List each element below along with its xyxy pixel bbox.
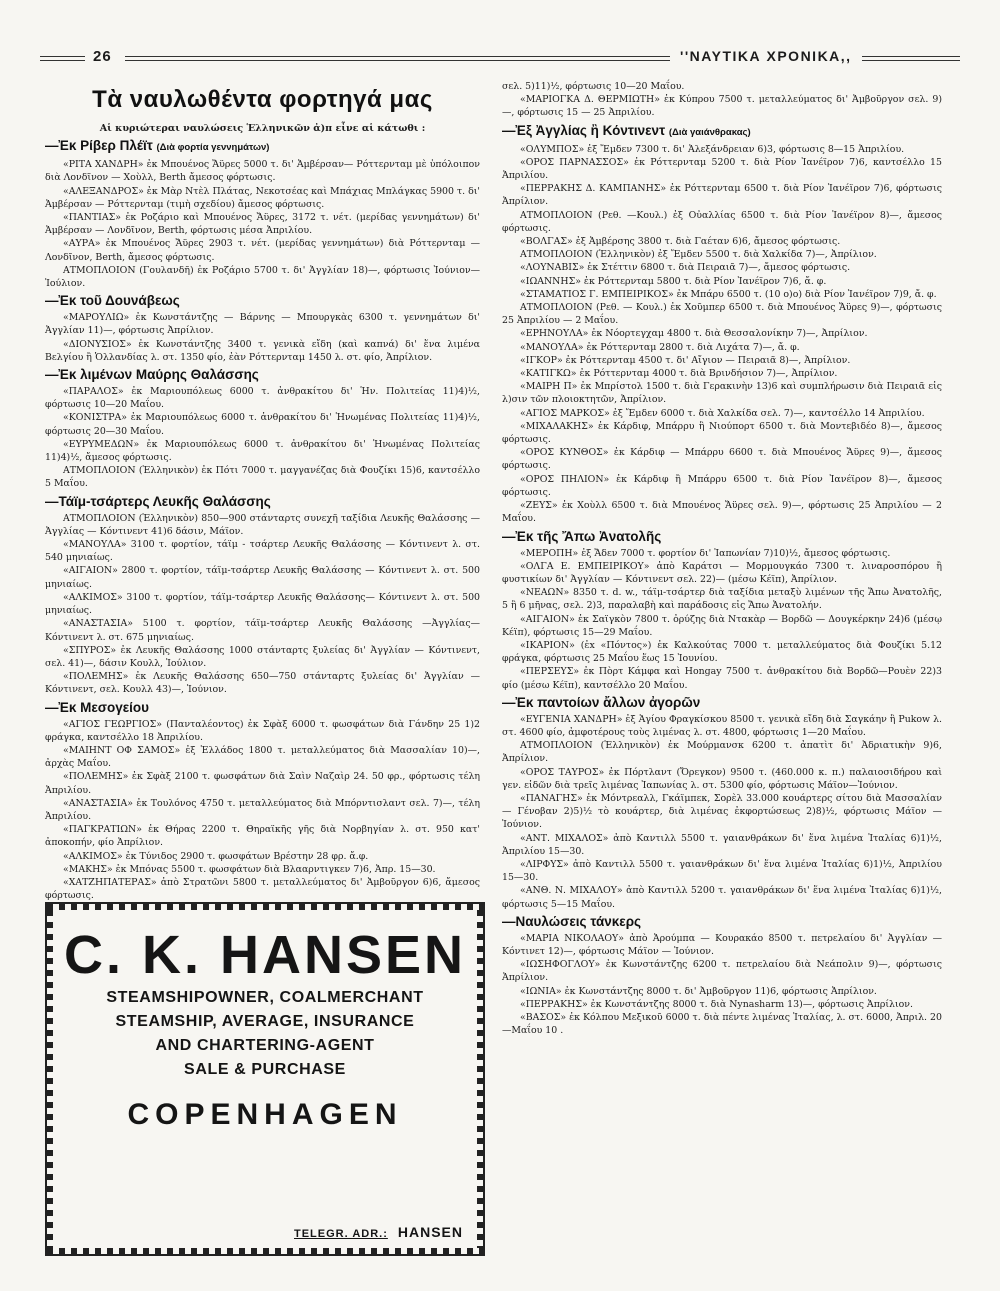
charter-entry: «ΜΙΧΑΛΑΚΗΣ» ἐκ Κάρδιφ, Μπάρρυ ἢ Νιούπορτ 6500 τ. διὰ Μοντεβιδέο 8)—, ἄμεσος φόρτωσις. — [502, 420, 942, 446]
section-heading-text: —Ἐκ παντοίων ἄλλων ἀγορῶν — [502, 694, 701, 710]
section-heading — [502, 694, 942, 712]
header-rule-left-2 — [40, 60, 85, 61]
charter-entry: ΑΤΜΟΠΛΟΙΟΝ (Ρεθ. — Κουλ.) ἐκ Χοῦμπερ 6500 τ. διὰ Μπουένος Ἄϋρες 9)—, φόρτωσις 25 Ἀπριλίου — 2 Μαΐου. — [502, 302, 942, 327]
charter-entry: «ΜΑΙΗΝΤ ΟΦ ΣΑΜΟΣ» ἐξ Ἑλλάδος 1800 τ. μεταλλεύματος διὰ Μασσαλίαν 10)—, ἀρχὰς Μαΐου. — [45, 744, 480, 770]
charter-entry: «ΡΙΤΑ ΧΑΝΔΡΗ» ἐκ Μπουένος Ἄϋρες 5000 τ. δι' Ἀμβέρσαν— Ρόττερνταμ μὲ ὑπόλοιπον διὰ Λονδῖνον — Χοὺλλ, Berth ἄμεσος φόρτωσις. — [45, 159, 480, 184]
left-column — [45, 80, 480, 916]
page-number: 26 — [93, 48, 112, 65]
section-heading-text: —Τάϊμ-τσάρτερς Λευκῆς Θαλάσσης — [45, 493, 271, 509]
ad-city: COPENHAGEN — [127, 1098, 403, 1131]
section-heading-text: —Ἐκ Μεσογείου — [45, 699, 150, 715]
charter-entry: «ΠΕΡΡΑΚΗΣ» ἐκ Κωνστάντζης 8000 τ. διὰ Nynasharm 13)—, φόρτωσις Ἀπρίλιον. — [520, 998, 913, 1010]
section-heading-text: —Ναυλώσεις τάνκερς — [502, 913, 642, 929]
ad-content — [59, 914, 471, 1244]
charter-entry: «ΜΑΝΟΥΛΑ» ἐκ Ρόττερνταμ 2800 τ. διὰ Λιχάτα 7)—, ἄ. φ. — [520, 341, 800, 353]
section-subheading: (Διὰ γαιάνθρακας) — [668, 126, 751, 138]
section-heading — [502, 913, 942, 931]
charter-entry: «ΟΡΟΣ ΠΗΛΙΟΝ» ἐκ Κάρδιφ ἢ Μπάρρυ 6500 τ. διὰ Ρίον Ἰανέϊρον 8)—, ἄμεσος φόρτωσις. — [502, 473, 942, 498]
section-heading — [45, 137, 480, 157]
charter-entry: «ΟΡΟΣ ΠΑΡΝΑΣΣΟΣ» ἐκ Ρόττερνταμ 5200 τ. διὰ Ρίον Ἰανέϊρον 7)6, καντσέλλο 15 Ἀπριλίου. — [502, 156, 942, 182]
charter-entry: «ΜΑΡΟΥΛΙΩ» ἐκ Κωνστάντζης — Βάρνης — Μπουργκὰς 6300 τ. γεννημάτων δι' Ἀγγλίαν 11)—, φόρτωσις Ἀπρίλιον. — [45, 312, 480, 337]
charter-entry: «ΑΛΕΞΑΝΔΡΟΣ» ἐκ Μὰρ Ντὲλ Πλάτας, Νεκοτσέας καὶ Μπάχιας Μπλάγκας 5900 τ. δι' Ἀμβέρσαν — Ρόττερνταμ (τιμὴ σχεδίου) ἄμεσος φόρτωσις. — [45, 185, 480, 210]
charter-entry: ΑΤΜΟΠΛΟΙΟΝ (Ἑλληνικὸν) ἐξ Ἔμδεν 5500 τ. διὰ Χαλκίδα 7)—, Ἀπρίλιον. — [520, 249, 877, 261]
charter-entry: «ΔΙΟΝΥΣΙΟΣ» ἐκ Κωνστάντζης 3400 τ. γενικὰ εἴδη (καὶ καπνά) δι' ἕνα λιμένα Βελγίου ἢ Ὁλλανδίας λ. στ. 1350 φίο, ἐὰν Ρόττερνταμ 1450 λ. στ. φίο, Ἀπρίλιον. — [45, 338, 480, 363]
charter-entry: «ΟΛΓΑ Ε. ΕΜΠΕΙΡΙΚΟΥ» ἀπὸ Καράτσι — Μορμουγκάο 7300 τ. λιναροσπόρου ἢ φυστικίων δι' Ἀγγλίαν — Κόντινεντ σελ. 22)— (μέσω Κέϊπ), Ἀπρίλιον. — [502, 560, 942, 585]
charter-entry: ΑΤΜΟΠΛΟΙΟΝ (Ρεθ. —Κουλ.) ἐξ Οὐαλλίας 6500 τ. διὰ Ρίον Ἰανέϊρον 8)—, ἄμεσος φόρτωσις. — [502, 209, 942, 234]
charter-entry: «ΙΩΑΝΝΗΣ» ἐκ Ρόττερνταμ 5800 τ. διὰ Ρίον Ἰανέϊρον 7)6, ἄ. φ. — [520, 275, 827, 287]
ad-telegraph-label: TELEGR. ADR.: — [294, 1228, 388, 1240]
charter-entry: «ΑΓΙΟΣ ΓΕΩΡΓΙΟΣ» (Πανταλέοντος) ἐκ Σφὰξ 6000 τ. φωσφάτων διὰ Γάνδην 25 1)2 φράγκα, καντσέλλο 18 Ἀπριλίου. — [45, 718, 480, 743]
charter-entry: «ΑΝΘ. Ν. ΜΙΧΑΛΟΥ» ἀπὸ Καντιλλ 5200 τ. γαιανθράκων δι' ἕνα λιμένα Ἰταλίας 6)1)½, φόρτωσις 5—15 Μαΐου. — [502, 885, 942, 910]
section-heading-text: —Ἐκ λιμένων Μαύρης Θαλάσσης — [45, 367, 259, 383]
charter-entry: «ΙΩΝΙΑ» ἐκ Κωνστάντζης 8000 τ. δι' Ἀμβοῦργον 11)6, φόρτωσις Ἀπρίλιον. — [520, 985, 877, 997]
section-heading — [502, 528, 942, 546]
ad-line-2: STEAMSHIP, AVERAGE, INSURANCE — [115, 1013, 415, 1030]
charter-entry: «ΑΙΓΑΙΟΝ» ἐκ Σαϊγκὸν 7800 τ. ὀρύζης διὰ Ντακὰρ — Βορδῶ — Δουγκέρκην 24)6 (μέσῳ Κέϊπ), φόρτωσις 15—29 Μαΐου. — [502, 613, 942, 638]
charter-entry: «ΑΛΚΙΜΟΣ» 3100 τ. φορτίον, τάϊμ-τσάρτερ Λευκῆς Θαλάσσης— Κόντινεντ λ. στ. 500 μηνιαίως. — [45, 591, 480, 617]
ad-line-1: STEAMSHIPOWNER, COALMERCHANT — [106, 989, 424, 1006]
charter-entry: ΑΤΜΟΠΛΟΙΟΝ (Ἑλληνικὸν) 850—900 στάνταρτς συνεχῆ ταξίδια Λευκῆς Θαλάσσης — Ἀγγλίας — Κόντινεντ 41)6 δάσιν, Μάϊον. — [45, 512, 480, 537]
section-heading — [45, 699, 480, 717]
header-rule-left-1 — [40, 56, 85, 57]
ad-line-3: AND CHARTERING-AGENT — [155, 1037, 375, 1054]
charter-entry: «ΠΟΛΕΜΗΣ» ἐκ Σφὰξ 2100 τ. φωσφάτων διὰ Σαὶν Ναζαὶρ 24. 50 φρ., φόρτωσις τέλη Ἀπριλίου. — [45, 771, 480, 796]
charter-entry: «ΛΙΡΦΥΣ» ἀπὸ Καντιλλ 5500 τ. γαιανθράκων δι' ἕνα λιμένα Ἰταλίας 6)1)½, Ἀπριλίου 15—30. — [502, 858, 942, 884]
ad-border-top — [47, 904, 483, 910]
charter-entry: «ΜΕΡΟΠΗ» ἐξ Ἄδεν 7000 τ. φορτίον δι' Ἰαπωνίαν 7)10)½, ἄμεσος φόρτωσις. — [520, 547, 891, 559]
charter-entry: ΑΤΜΟΠΛΟΙΟΝ (Ἑλληνικὸν) ἐκ Πότι 7000 τ. μαγγανέζας διὰ Φουζίκι 15)6, καντσέλλο 5 Μαΐου. — [45, 465, 480, 490]
section-heading — [45, 366, 480, 384]
article-intro: Αἱ κυριώτεραι ναυλώσεις Ἑλληνικῶν ἀ)π εἶνε αἱ κάτωθι : — [99, 123, 426, 134]
header-rule-mid-2 — [125, 60, 670, 61]
section-subheading: (Διὰ φορτία γεννημάτων) — [156, 142, 270, 154]
journal-title: ''ΝΑΥΤΙΚΑ ΧΡΟΝΙΚΑ,, — [680, 48, 852, 64]
charter-entry: «ΛΟΥΝΑΒΙΣ» ἐκ Στέττιν 6800 τ. διὰ Πειραιᾶ 7)—, ἄμεσος φόρτωσις. — [520, 262, 851, 274]
charter-entry: ΑΤΜΟΠΛΟΙΟΝ (Ἑλληνικὸν) ἐκ Μούρμανσκ 6200 τ. ἀπατὶτ δι' Ἀδριατικὴν 9)6, Ἀπρίλιον. — [502, 740, 942, 765]
charter-entry: «ΠΑΡΑΛΟΣ» ἐκ Μαριουπόλεως 6000 τ. ἀνθρακίτου δι' Ἡν. Πολιτείας 11)4)½, φόρτωσις 10—20 Μαΐου. — [45, 386, 480, 411]
charter-entry: ΑΤΜΟΠΛΟΙΟΝ (Γουλανδῆ) ἐκ Ροζάριο 5700 τ. δι' Ἀγγλίαν 18)—, φόρτωσις Ἰούνιον—Ἰούλιον. — [45, 264, 480, 290]
charter-entry: «ΟΡΟΣ ΤΑΥΡΟΣ» ἐκ Πόρτλαντ (Ὄρεγκον) 9500 τ. (460.000 κ. π.) παλαιοσιδήρου καὶ γεν. εἰδῶν διὰ τρεῖς λιμένας Ἰαπωνίας λ. στ. 5300 φίο, φόρτωσις Μάϊον—Ἰούνιον. — [502, 766, 942, 791]
charter-entry: «ΑΝΑΣΤΑΣΙΑ» 5100 τ. φορτίον, τάϊμ-τσάρτερ Λευκῆς Θαλάσσης —Ἀγγλίας—Κόντινεντ λ. στ. 675 μηνιαίως. — [45, 618, 480, 643]
charter-entry: «ΜΑΙΡΗ Π» ἐκ Μπρίστολ 1500 τ. διὰ Γερακινὴν 13)6 καὶ συμπλήρωσιν διὰ Πειραιᾶ εἰς λ)σιν τῶν πλοιοκτητῶν, Ἀπρίλιον. — [502, 381, 942, 406]
ad-telegraph-value: HANSEN — [397, 1224, 463, 1240]
charter-entry: «ΣΤΑΜΑΤΙΟΣ Γ. ΕΜΠΕΙΡΙΚΟΣ» ἐκ Μπάρυ 6500 τ. (10 ο)ο) διὰ Ρίον Ἰανέϊρον 7)9, ἄ. φ. — [520, 288, 937, 300]
ad-border-bottom — [47, 1248, 483, 1254]
charter-entry: «ΑΙΓΑΙΟΝ» 2800 τ. φορτίον, τάϊμ-τσάρτερ Λευκῆς Θαλάσσης — Κόντινεντ λ. στ. 500 μηνιαίως. — [45, 565, 480, 590]
charter-entry: «ΕΡΗΝΟΥΛΑ» ἐκ Νόορτεγχαμ 4800 τ. διὰ Θεσσαλονίκην 7)—, Ἀπρίλιον. — [520, 328, 868, 340]
charter-entry: «ΠΑΝΤΙΑΣ» ἐκ Ροζάριο καὶ Μπουένος Ἄϋρες, 3172 τ. νέτ. (μερίδας γεννημάτων) δι' Ἀμβέρσαν — Λονδῖνον, Berth, φόρτωσις μέσα Ἀπριλίου. — [45, 212, 480, 237]
charter-entry: «ΟΛΥΜΠΟΣ» ἐξ Ἔμδεν 7300 τ. δι' Ἀλεξάνδρειαν 6)3, φόρτωσις 8—15 Ἀπριλίου. — [520, 143, 905, 155]
charter-entry: «ΒΑΣΟΣ» ἐκ Κόλπου Μεξικοῦ 6000 τ. διὰ πέντε λιμένας Ἰταλίας, λ. στ. 6000, Ἀπριλ. 20—Μαΐου 10 . — [502, 1012, 942, 1037]
charter-entry: «ΣΠΥΡΟΣ» ἐκ Λευκῆς Θαλάσσης 1000 στάνταρτς ξυλείας δι' Ἀγγλίαν — Κόντινεντ, σελ. 41)—, δάσιν Κουλλ, Ἰούλιον. — [45, 644, 480, 669]
charter-entry: σελ. 5)11)½, φόρτωσις 10—20 Μαΐου. — [502, 81, 685, 92]
charter-entry: «ΕΥΡΥΜΕΔΩΝ» ἐκ Μαριουπόλεως 6000 τ. ἀνθρακίτου δι' Ἡνωμένας Πολιτείας 11)4)½, ἄμεσος φόρτωσις. — [45, 438, 480, 464]
charter-entry: «ΠΟΛΕΜΗΣ» ἐκ Λευκῆς Θαλάσσης 650—750 στάνταρτς ξυλείας δι' Ἀγγλίαν — Κόντινεντ, σελ. Κουλλ 43)—, Ἰούνιον. — [45, 671, 480, 696]
charter-entry: «ΟΡΟΣ ΚΥΝΘΟΣ» ἐκ Κάρδιφ — Μπάρρυ 6600 τ. διὰ Μπουένος Ἄϋρες 9)—, ἄμεσος φόρτωσις. — [502, 447, 942, 472]
charter-entry: «ΠΑΝΑΓΗΣ» ἐκ Μόντρεαλλ, Γκάϊμπεκ, Σορὲλ 33.000 κουάρτερς σίτου διὰ Μασσαλίαν — Γένοβαν 2)5)½ τὸ κουάρτερ, διὰ λιμένας ἐκφορτώσεως 2)8)½, φόρτωσις Μάϊον — Ἰούνιον. — [502, 792, 942, 831]
charter-entry: «ΑΝΑΣΤΑΣΙΑ» ἐκ Τουλόνος 4750 τ. μεταλλεύματος διὰ Μπόρντισλαντ σελ. 7)—, τέλη Ἀπριλίου. — [45, 797, 480, 822]
charter-entry: «ΝΕΑΩΝ» 8350 τ. d. w., τάϊμ-τσάρτερ διὰ ταξίδια μεταξὺ λιμένων τῆς Ἄπω Ἀνατολῆς, 5 ἢ 6 μῆνας, σελ. 2)3, παραλαβὴ καὶ παράδοσις εἰς Ἄπω Ἀνατολήν. — [502, 587, 942, 612]
charter-entry: «ΜΑΡΙΟΓΚΑ Δ. ΘΕΡΜΙΩΤΗ» ἐκ Κύπρου 7500 τ. μεταλλεύματος δι' Ἀμβοῦργον σελ. 9)—, φόρτωσις 15 — 25 Ἀπριλίου. — [502, 94, 942, 119]
section-heading-text: —Ἐξ Ἀγγλίας ἢ Κόντινεντ — [502, 122, 666, 138]
charter-entry: «ΒΟΛΓΑΣ» ἐξ Ἀμβέρσης 3800 τ. διὰ Γαέταν 6)6, ἄμεσος φόρτωσις. — [520, 236, 841, 248]
charter-entry: «ΑΥΡΑ» ἐκ Μπουένος Ἄϋρες 2903 τ. νέτ. (μερίδας γεννημάτων) διὰ Ρόττερνταμ — Λονδῖνον, Berth, ἄμεσος φόρτωσις. — [45, 238, 480, 263]
charter-entry: «ΚΑΤΙΓΚΩ» ἐκ Ρόττερνταμ 4000 τ. διὰ Βρινδήσιον 7)—, Ἀπρίλιον. — [520, 368, 838, 380]
section-heading — [502, 122, 942, 142]
charter-entry: «ΑΛΚΙΜΟΣ» ἐκ Τύνιδος 2900 τ. φωσφάτων Βρέστην 28 φρ. ἄ.φ. — [63, 850, 369, 862]
article-title: Τὰ ναυλωθέντα φορτηγά μας — [92, 86, 433, 113]
header-rule-right-1 — [862, 56, 960, 57]
section-heading-text: —Ἐκ Ρίβερ Πλέϊτ — [45, 138, 153, 154]
right-opening — [502, 80, 942, 120]
charter-entry: «ΠΕΡΡΑΚΗΣ Δ. ΚΑΜΠΑΝΗΣ» ἐκ Ρόττερνταμ 6500 τ. διὰ Ρίον Ἰανέϊρον 7)6, φόρτωσις Ἀπρίλιον. — [502, 183, 942, 208]
section-heading — [45, 292, 480, 310]
ad-border-left — [47, 910, 53, 1248]
header-rule-mid-1 — [125, 56, 670, 57]
charter-entry: «ΧΑΤΖΗΠΑΤΕΡΑΣ» ἀπὸ Στρατῶνι 5800 τ. μεταλλεύματος δι' Ἀμβοῦργον 6)6, ἄμεσος φόρτωσις. — [45, 876, 480, 902]
charter-entry: «ΜΑΚΗΣ» ἐκ Μπόνας 5500 τ. φωσφάτων διὰ Βλααρντιγκεν 7)6, Ἀπρ. 15—30. — [63, 863, 436, 875]
charter-entry: «ΠΕΡΣΕΥΣ» ἐκ Πὸρτ Κάμφα καὶ Hongay 7500 τ. ἀνθρακίτου διὰ Βορδῶ—Ρουὲν 22)3 φίο (μέσω Κέϊπ), καντσέλλο 20 Μαΐου. — [502, 666, 942, 691]
charter-entry: «ΕΥΓΕΝΙΑ ΧΑΝΔΡΗ» ἐξ Ἁγίου Φραγκίσκου 8500 τ. γενικὰ εἴδη διὰ Σαγκάην ἢ Pukow λ. στ. 4600 φίο, ἀμφοτέρους τοὺς λιμένας λ. στ. 4800, φόρτωσις 1—20 Μαΐου. — [502, 713, 942, 738]
section-heading-text: —Ἐκ τοῦ Δουνάβεως — [45, 293, 180, 309]
charter-entry: «ΜΑΝΟΥΛΑ» 3100 τ. φορτίον, τάϊμ - τσάρτερ Λευκῆς Θαλάσσης — Κόντινεντ λ. στ. 540 μηνιαίως. — [45, 539, 480, 564]
section-heading — [45, 493, 480, 511]
ad-telegraph — [294, 1224, 463, 1240]
charter-entry: «ΠΑΓΚΡΑΤΙΩΝ» ἐκ Θήρας 2200 τ. Θηραϊκῆς γῆς διὰ Νορβηγίαν λ. στ. 950 κατ' ἀποκοπήν, φίο Ἀπρίλιον. — [45, 824, 480, 849]
charter-entry: «ΑΝΤ. ΜΙΧΑΛΟΣ» ἀπὸ Καντιλλ 5500 τ. γαιανθράκων δι' ἕνα λιμένα Ἰταλίας 6)1)½, Ἀπριλίου 15—30. — [502, 832, 942, 857]
hansen-advertisement — [45, 902, 485, 1256]
charter-entry: «ΙΓΚΟΡ» ἐκ Ρόττερνταμ 4500 τ. δι' Αἴγιον — Πειραιᾶ 8)—, Ἀπρίλιον. — [520, 354, 851, 366]
charter-entry: «ΙΚΑΡΙΟΝ» (ἐx «Πόντος») ἐκ Καλκούτας 7000 τ. μεταλλεύματος διὰ Φουζίκι 5.12 φράγκα, φόρτωσις 25 Μαΐου ἕως 15 Ἰουνίου. — [502, 639, 942, 665]
header-rule-right-2 — [862, 60, 960, 61]
charter-entry: «ΚΟΝΙΣΤΡΑ» ἐκ Μαριουπόλεως 6000 τ. ἀνθρακίτου δι' Ἡνωμένας Πολιτείας 11)4)½, φόρτωσις 20—30 Μαΐου. — [45, 412, 480, 437]
ad-border-right — [477, 910, 483, 1248]
charter-entry: «ΑΓΙΟΣ ΜΑΡΚΟΣ» ἐξ Ἔμδεν 6000 τ. διὰ Χαλκίδα σελ. 7)—, καντσέλλο 14 Ἀπριλίου. — [520, 407, 925, 419]
ad-line-4: SALE & PURCHASE — [184, 1061, 346, 1078]
section-heading-text: —Ἐκ τῆς Ἄπω Ἀνατολῆς — [502, 528, 662, 544]
left-sections — [45, 137, 480, 915]
charter-entry: «ΖΕΥΣ» ἐκ Χοὺλλ 6500 τ. διὰ Μπουένος Ἄϋρες σελ. 9)—, φόρτωσις 25 Ἀπριλίου — 2 Μαΐου. — [502, 500, 942, 525]
charter-entry: «ΙΩΣΗΦΟΓΛΟΥ» ἐκ Κωνστάντζης 6200 τ. πετρελαίου διὰ Νεάπολιν 9)—, φόρτωσις Ἀπρίλιον. — [502, 959, 942, 984]
right-column — [502, 80, 942, 1037]
charter-entry: «ΜΑΡΙΑ ΝΙΚΟΛΑΟΥ» ἀπὸ Ἀρούμπα — Κουρακάο 8500 τ. πετρελαίου δι' Ἀγγλίαν — Κόντινετ 12)—, φόρτωσις Μάϊον — Ἰούνιον. — [502, 932, 942, 957]
right-sections — [502, 122, 942, 1038]
ad-company-name: C. K. HANSEN — [63, 925, 467, 985]
